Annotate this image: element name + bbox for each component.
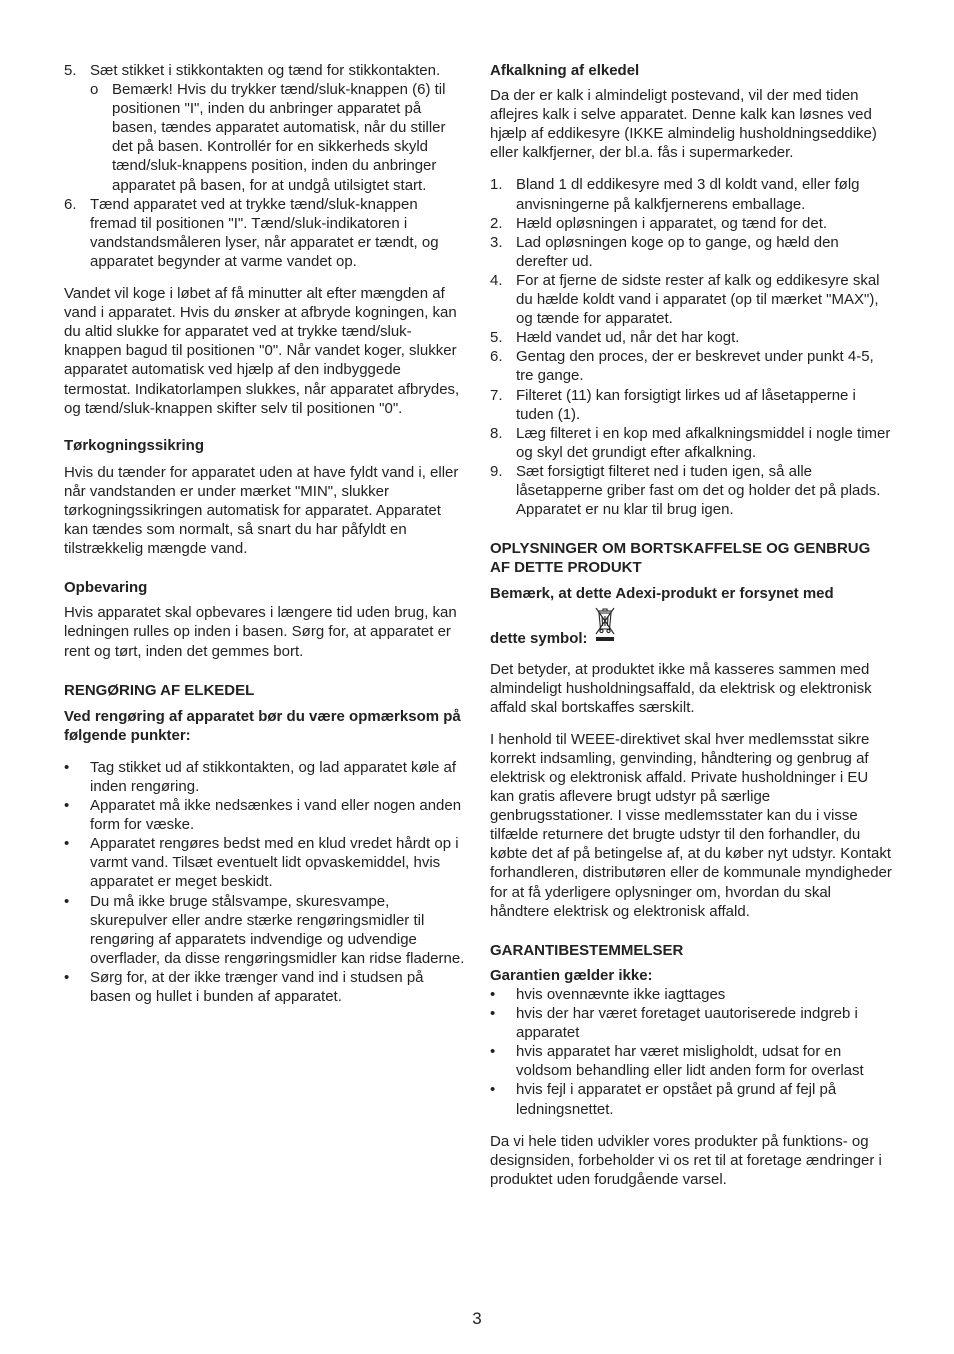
list-subitem-note (64, 80, 466, 195)
list-item (490, 462, 892, 500)
list-text: hvis ovennævnte ikke iagttages (516, 985, 726, 1003)
list-number: 1. (490, 176, 503, 194)
list-text: Bemærk! Hvis du trykker tænd/sluk-knappen (6) til positionen "I", inden du anbringer apparatet på basen, tændes apparatet automatisk, når du stiller det på basen. Kontrollér for en sikkerheds skyld tænd/sluk-knappens position, inden du anbringer apparatet på basen, for at undgå utilsigtet start. (112, 81, 446, 194)
list-item-step-5 (64, 61, 466, 80)
list-text: Apparatet rengøres bedst med en klud vredet hårdt op i varmt vand. Tilsæt eventuelt lidt opvaskemiddel, hvis apparatet er meget beskidt. (90, 835, 459, 891)
bullet-icon: • (490, 1081, 496, 1099)
list-marker: o (90, 81, 99, 99)
dry-boil-heading: Tørkogningssikring (64, 436, 205, 454)
list-number: 4. (490, 271, 503, 289)
descaling-intro: Da der er kalk i almindeligt postevand, vil der med tiden aflejres kalk i selve apparatet. Denne kalk kan løsnes ved hjælp af eddikesyre (IKKE almindelig husholdningseddike) eller kalkfjerner, der bl.a. fås i supermarkeder. (490, 87, 877, 162)
list-text: Hæld vandet ud, når det har kogt. (516, 329, 740, 347)
list-item (490, 424, 892, 462)
list-item (64, 834, 466, 891)
list-item (490, 1080, 892, 1118)
disposal-note-line-2 (490, 607, 892, 648)
disposal-note-label: dette symbol: (490, 630, 588, 648)
list-number: 3. (490, 233, 503, 251)
list-number: 6. (490, 348, 503, 366)
list-number: 8. (490, 424, 503, 442)
list-item (64, 968, 466, 1006)
boil-paragraph: Vandet vil koge i løbet af få minutter alt efter mængden af vand i apparatet. Hvis du ønsker at afbryde kogningen, kan du altid slukke for apparatet ved at trykke tænd/sluk-knappen bagud til positionen "0". Når vandet koger, slukker apparatet automatisk ved hjælp af den indbyggede termostat. Indikatorlampen slukkes, når apparatet afbrydes, og tænd/sluk-knappen skifter selv til positionen "0". (64, 285, 460, 417)
list-item (64, 796, 466, 834)
cleaning-intro: Ved rengøring af apparatet bør du være opmærksom på følgende punkter: (64, 707, 461, 744)
list-text: Tænd apparatet ved at trykke tænd/sluk-knappen fremad til positionen "I". Tænd/sluk-indikatoren i vandstandsmåleren lyser, når apparatet er tændt, og apparatet begynder at varme vandet op. (90, 195, 439, 270)
list-text: Lad opløsningen koge op to gange, og hæld den derefter ud. (516, 233, 839, 270)
right-column (490, 61, 892, 1189)
list-item-step-6 (64, 195, 466, 271)
list-item (64, 758, 466, 796)
crossed-out-wheelie-bin-icon (594, 607, 616, 648)
list-text: Filteret (11) kan forsigtigt lirkes ud af låsetapperne i tuden (1). (516, 386, 856, 423)
list-text: Sørg for, at der ikke trænger vand ind i studsen på basen og hullet i bunden af apparatet. (90, 968, 424, 1006)
descaling-heading: Afkalkning af elkedel (490, 62, 640, 79)
list-text: hvis apparatet har været misligholdt, udsat for en voldsom behandling eller lidt anden form for overlast (516, 1043, 864, 1080)
disposal-paragraph-2: I henhold til WEEE-direktivet skal hver medlemsstat sikre korrekt indsamling, genvinding, håndtering og genbrug af elektrisk og elektronisk affald. Private husholdninger i EU kan gratis aflevere brugt udstyr på særlige genbrugsstationer. I visse medlemsstater kan du i visse tilfælde returnere det brugte udstyr til den forhandler, du købte det af på betingelse af, at du køber nyt udstyr. Kontakt forhandleren, distributøren eller de kommunale myndigheder for at få yderligere oplysninger om, hvordan du skal håndtere elektrisk og elektronisk affald. (490, 730, 892, 920)
bullet-icon: • (64, 892, 70, 910)
dry-boil-paragraph: Hvis du tænder for apparatet uden at have fyldt vand i, eller når vandstanden er under mærket "MIN", slukker tørkogningssikringen automatisk for apparatet. Apparatet kan tændes som normalt, så snart du har påfyldt en tilstrækkelig mængde vand. (64, 463, 459, 558)
list-item (490, 175, 892, 213)
cleaning-bullet-list (64, 758, 466, 1006)
ready-text: Apparatet er nu klar til brug igen. (516, 501, 734, 519)
descaling-steps-list (490, 175, 892, 519)
list-text: Du må ikke bruge stålsvampe, skuresvampe, skurepulver eller andre stærke rengøringsmidler til rengøring af apparatets indvendige og udvendige overflader, da disse rengøringsmidler kan ridse fladerne. (90, 892, 465, 967)
list-text: Læg filteret i en kop med afkalkningsmiddel i nogle timer og skyl det grundigt efter afkalkning. (516, 424, 891, 461)
list-item (64, 892, 466, 968)
bullet-icon: • (64, 797, 70, 815)
cleaning-heading: RENGØRING AF ELKEDEL (64, 681, 255, 699)
list-text: Tag stikket ud af stikkontakten, og lad apparatet køle af inden rengøring. (90, 758, 457, 795)
list-text: Sæt forsigtigt filteret ned i tuden igen, så alle låsetapperne griber fast om det og holder det på plads. (516, 462, 881, 499)
list-text: hvis fejl i apparatet er opstået på grund af fejl på ledningsnettet. (516, 1081, 837, 1118)
list-item (490, 347, 892, 385)
list-number: 7. (490, 386, 503, 404)
list-item (490, 328, 892, 347)
bullet-icon: • (64, 835, 70, 853)
list-item (490, 386, 892, 424)
list-item (490, 233, 892, 271)
bullet-icon: • (490, 985, 496, 1003)
list-text: Gentag den proces, der er beskrevet under punkt 4-5, tre gange. (516, 348, 874, 385)
list-text: hvis der har været foretaget uautoriserede indgreb i apparatet (516, 1005, 858, 1042)
warranty-heading: GARANTIBESTEMMELSER (490, 941, 684, 959)
bullet-icon: • (490, 1043, 496, 1061)
list-item-continuation (490, 500, 892, 519)
list-item (490, 1004, 892, 1042)
list-item (490, 271, 892, 328)
disposal-heading: OPLYSNINGER OM BORTSKAFFELSE OG GENBRUG AF DETTE PRODUKT (490, 540, 871, 577)
page-number: 3 (472, 1309, 482, 1328)
bullet-icon: • (64, 758, 70, 776)
warranty-bullet-list (490, 985, 892, 1119)
list-item (490, 985, 892, 1004)
list-text: Sæt stikket i stikkontakten og tænd for stikkontakten. (90, 62, 441, 79)
list-number: 5. (490, 329, 503, 347)
left-column (64, 61, 466, 1006)
list-number: 2. (490, 214, 503, 232)
disposal-note-line-1: Bemærk, at dette Adexi-produkt er forsynet med (490, 585, 834, 603)
list-item (490, 1042, 892, 1080)
storage-heading: Opbevaring (64, 579, 148, 597)
disposal-paragraph-1: Det betyder, at produktet ikke må kasseres sammen med almindeligt husholdningsaffald, da elektrisk og elektronisk affald skal bortskaffes særskilt. (490, 660, 872, 716)
list-text: Hæld opløsningen i apparatet, og tænd for det. (516, 214, 828, 232)
list-item (490, 214, 892, 233)
list-text: For at fjerne de sidste rester af kalk og eddikesyre skal du hælde koldt vand i apparatet (op til mærket "MAX"), og tænde for apparatet. (516, 271, 880, 328)
list-text: Bland 1 dl eddikesyre med 3 dl koldt vand, eller følg anvisningerne på kalkfjernerens emballage. (516, 176, 860, 213)
storage-paragraph: Hvis apparatet skal opbevares i længere tid uden brug, kan ledningen rulles op inden i basen. Sørg for, at apparatet er rent og tørt, inden det gemmes bort. (64, 604, 457, 660)
list-text: Apparatet må ikke nedsænkes i vand eller nogen anden form for væske. (90, 797, 462, 834)
list-number: 5. (64, 62, 77, 79)
bullet-icon: • (490, 1005, 496, 1023)
closing-paragraph: Da vi hele tiden udvikler vores produkter på funktions- og designsiden, forbeholder vi os ret til at foretage ændringer i produktet uden forudgående varsel. (490, 1132, 882, 1188)
list-number: 9. (490, 462, 503, 480)
bullet-icon: • (64, 968, 70, 986)
warranty-subheading: Garantien gælder ikke: (490, 966, 653, 984)
list-number: 6. (64, 195, 77, 213)
